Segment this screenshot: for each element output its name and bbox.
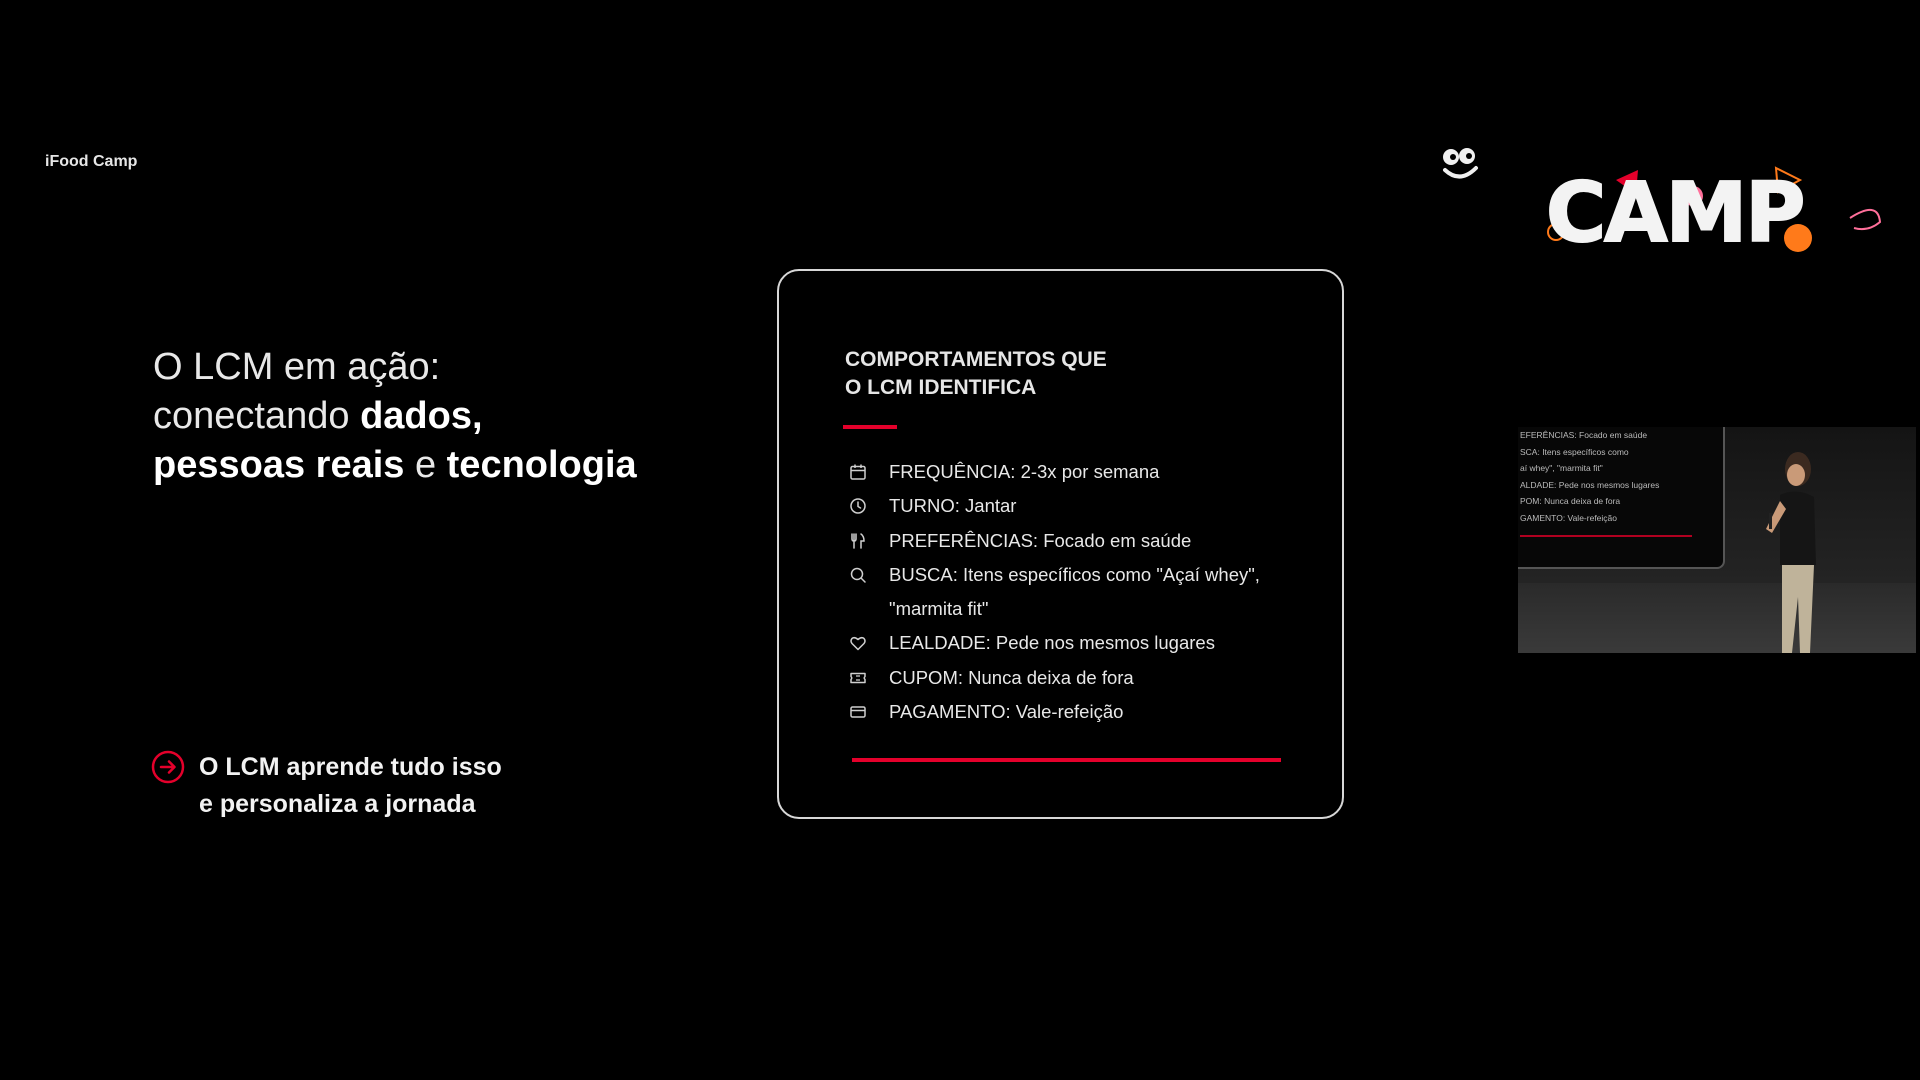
headline-line-2-normal: conectando xyxy=(153,395,361,437)
pip-projected-slide xyxy=(1518,427,1725,569)
callout-line-1: O LCM aprende tudo isso xyxy=(199,753,502,781)
list-item xyxy=(849,524,1309,558)
heart-icon xyxy=(849,634,867,652)
list-item xyxy=(849,489,1309,523)
card-accent-bar xyxy=(843,425,897,429)
speaker-video-pip xyxy=(1518,427,1916,653)
pip-stage-floor xyxy=(1518,583,1916,653)
clock-icon xyxy=(849,497,867,515)
list-item-text: TURNO: Jantar xyxy=(889,495,1017,517)
list-item xyxy=(849,661,1309,695)
calendar-icon xyxy=(849,463,867,481)
brand-label: iFood Camp xyxy=(45,153,138,170)
list-item-text: PAGAMENTO: Vale-refeição xyxy=(889,701,1124,723)
ticket-icon xyxy=(849,669,867,687)
callout-text xyxy=(199,749,502,823)
list-item-text: LEALDADE: Pede nos mesmos lugares xyxy=(889,632,1215,654)
card-title-line-1: COMPORTAMENTOS QUE xyxy=(845,348,1107,371)
ifood-face-logo-icon xyxy=(1440,146,1480,182)
pip-line: EFERÊNCIAS: Focado em saúde xyxy=(1520,430,1648,440)
headline-line-3 xyxy=(153,441,637,490)
pip-line: aí whey", "marmita fit" xyxy=(1520,463,1603,473)
arrow-right-circle-icon xyxy=(151,750,185,784)
card-title-line-2: O LCM IDENTIFICA xyxy=(845,376,1037,399)
list-item xyxy=(849,455,1309,489)
search-icon xyxy=(849,566,867,584)
slide-headline xyxy=(153,343,637,490)
list-item xyxy=(849,558,1309,627)
pip-slide-text xyxy=(1520,427,1659,526)
pip-line: POM: Nunca deixa de fora xyxy=(1520,496,1621,506)
list-item xyxy=(849,695,1309,729)
headline-line-2 xyxy=(153,392,637,441)
headline-line-2-bold: dados, xyxy=(360,395,483,437)
pip-line: GAMENTO: Vale-refeição xyxy=(1520,512,1617,523)
behaviors-list xyxy=(849,455,1309,729)
speaker-figure-icon xyxy=(1756,447,1826,653)
callout-line-2: e personaliza a jornada xyxy=(199,790,476,818)
headline-line-3-normal: e xyxy=(404,444,447,486)
list-item-text: CUPOM: Nunca deixa de fora xyxy=(889,666,1134,688)
card-title xyxy=(845,346,1107,402)
pip-line: SCA: Itens específicos como xyxy=(1520,446,1629,457)
behaviors-card xyxy=(777,269,1344,819)
camp-logo-word: CAMP xyxy=(1546,166,1804,261)
pip-red-line xyxy=(1520,535,1692,537)
card-bottom-bar xyxy=(852,758,1281,762)
headline-line-3-bold-a: pessoas reais xyxy=(153,444,405,486)
pip-line: ALDADE: Pede nos mesmos lugares xyxy=(1520,479,1660,490)
list-item-text: PREFERÊNCIAS: Focado em saúde xyxy=(889,529,1192,551)
list-item xyxy=(849,626,1309,660)
fork-knife-icon xyxy=(849,532,867,550)
headline-line-3-bold-b: tecnologia xyxy=(446,444,637,486)
headline-line-1: O LCM em ação: xyxy=(153,346,441,388)
card-icon xyxy=(849,703,867,721)
list-item-text: BUSCA: Itens específicos como "Açaí whey", "marmita fit" xyxy=(889,563,1260,620)
list-item-text: FREQUÊNCIA: 2-3x por semana xyxy=(889,461,1160,482)
callout xyxy=(151,749,502,823)
